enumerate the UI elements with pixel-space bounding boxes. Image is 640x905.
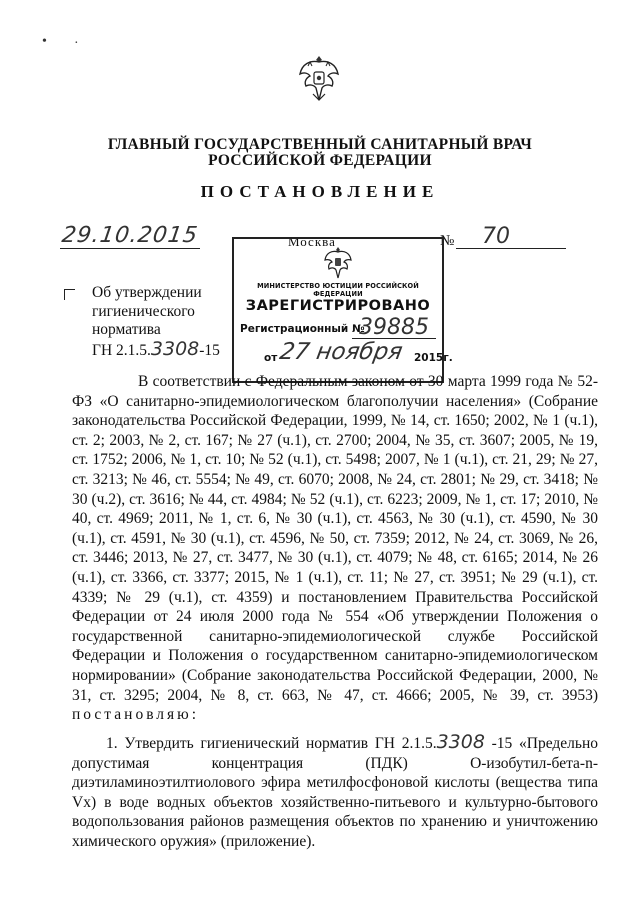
scan-speck: • [42,34,47,49]
item-1-text: -15 «Предельно допустимая концентрация (ПДК) О-изобутил-бета-n-диэтиламиноэтилтиолового эфира метилфосфоновой кислоты (вещества типа Vx) в воде водных объектов хозяйственно-питьевого и культурно-бытового водопользования районов размещения объектов по хранению и уничтожению химического оружия» (приложение). [72,735,598,850]
stamp-registered-label: ЗАРЕГИСТРИРОВАНО [245,298,431,314]
issuer-title-line2: РОССИЙСКОЙ ФЕДЕРАЦИИ [208,152,432,169]
stamp-date: 27 ноября [277,339,405,365]
stamp-reg-number: 39885 [359,315,429,340]
subject-line3 [92,337,242,361]
document-type: ПОСТАНОВЛЕНИЕ [200,182,440,201]
stamp-date-year: 2015г. [414,352,453,364]
preamble-paragraph [72,372,598,725]
issuer-title-line1: ГЛАВНЫЙ ГОСУДАРСТВЕННЫЙ САНИТАРНЫЙ ВРАЧ [107,136,533,153]
number-sign: № [440,233,455,249]
subject-block [92,284,242,360]
registration-stamp [232,237,453,383]
stamp-ministry-name: МИНИСТЕРСТВО ЮСТИЦИИ РОССИЙСКОЙ ФЕДЕРАЦИИ [257,282,419,298]
handwritten-date: 29.10.2015 [60,223,200,248]
scan-speck: · [74,36,79,51]
item-1-handwritten-number: 3308 [436,731,485,753]
subject-line3-prefix: ГН 2.1.5. [92,341,151,359]
stamp-date-prefix: от [264,352,278,364]
handwritten-number: 70 [482,224,510,249]
coat-of-arms-icon [296,52,342,104]
subject-line1: Об утверждении [92,284,202,301]
preamble-text: В соответствии с Федеральным законом от 30 марта 1999 года № 52-ФЗ «О санитарно-эпидемиологическом благополучии населения» (Собрание законодательства Российской Федерации, 1999, № 14, ст. 1650; 2002, № 1 (ч.1), ст. 2; 2003, № 2, ст. 167; № 27 (ч.1), ст. 2700; 2004, № 35, ст. 3607; 2005, № 19, ст. 1752; 2006, № 1, ст. 10; № 52 (ч.1), ст. 5498; 2007, № 1 (ч.1), ст. 21, 29; № 27, ст. 3213; № 46, ст. 5554; № 49, ст. 6070; 2008, № 24, ст. 2801; № 29, ст. 3418; № 30 (ч.2), ст. 3616; № 44, ст. 4984; № 52 (ч.1), ст. 6223; 2009, № 1, ст. 17; 2010, № 40, ст. 4969; 2011, № 1, ст. 6, № 30 (ч.1), ст. 4563, № 30 (ч.1), ст. 4590, № 30 (ч.1), ст. 4591, № 30 (ч.1), ст. 4596, № 50, ст. 7359; 2012, № 24, ст. 3069, № 26, ст. 3446; 2013, № 27, ст. 3477, № 30 (ч.1), ст. 4079; № 48, ст. 6165; 2014, № 26 (ч.1), ст. 3366, ст. 3377; 2015, № 1 (ч.1), ст. 11; № 27, ст. 3951; № 29 (ч.1), ст. 4339; № 29 (ч.1), ст. 4359) и постановлением Правительства Российской Федерации от 24 июля 2000 года № 554 «Об утверждении Положения о государственной санитарно-эпидемиологической службе Российской Федерации и Положения о государственном санитарно-эпидемиологическом нормировании» (Собрание законодательства Российской Федерации, 2000, № 31, ст. 3295; 2004, № 8, ст. 663, № 47, ст. 4666; 2005, № 39, ст. 3953) [72,373,598,704]
stamp-emblem-icon [322,245,354,281]
number-underline [456,248,566,249]
date-underline [60,248,200,249]
subject-line2: гигиенического норматива [92,302,195,338]
stamp-reg-number-label: Регистрационный № [240,323,365,335]
item-1-paragraph [72,733,598,852]
city-label: Москва [288,234,336,249]
subject-line3-suffix: -15 [199,341,220,359]
subject-handwritten-number: 3308 [150,337,200,360]
resolve-word: постановляю: [72,706,200,724]
subject-bracket [64,289,75,300]
item-1-prefix: 1. Утвердить гигиенический норматив ГН 2.1.5. [106,735,437,752]
